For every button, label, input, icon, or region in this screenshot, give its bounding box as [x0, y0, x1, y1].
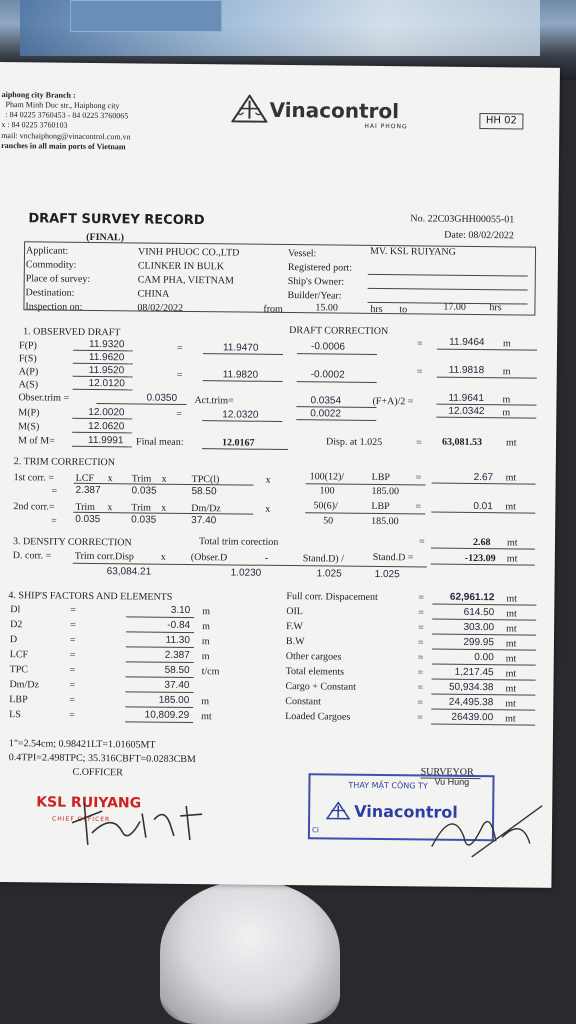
- factor-value: -0.84: [167, 619, 191, 632]
- s2-heading: 2. TRIM CORRECTION: [13, 456, 116, 469]
- stamp-logo-icon: [326, 801, 350, 824]
- factor-unit: m: [202, 606, 211, 618]
- obser-trim-label: Obser.trim =: [18, 392, 70, 404]
- element-value: 0.00: [474, 651, 494, 664]
- unit-m-1: m: [503, 338, 511, 350]
- factor-value: 185.00: [158, 694, 190, 707]
- branch-ports: ranches in all main ports of Vietnam: [1, 141, 126, 152]
- place-value: CAM PHA, VIETNAM: [137, 274, 234, 287]
- element-eq: =: [418, 622, 424, 634]
- element-key: F.W: [286, 621, 303, 633]
- element-value: 50,934.38: [448, 681, 494, 694]
- element-eq: =: [418, 592, 425, 604]
- element-key: Total elements: [285, 666, 345, 678]
- factor-key: Dm/Dz: [9, 679, 39, 691]
- ms-value: 12.0620: [88, 420, 125, 433]
- factor-eq: =: [69, 694, 76, 706]
- dmdz-label: Dm/Dz: [191, 503, 221, 515]
- builder-label: Builder/Year:: [287, 290, 342, 302]
- element-unit: mt: [506, 593, 518, 605]
- lbp-label-2: LBP: [371, 500, 390, 513]
- lbp-value-1: 185.00: [371, 485, 400, 498]
- x-1: x: [107, 473, 113, 485]
- applicant-value: VINH PHUOC CO.,LTD: [137, 246, 240, 259]
- result-2: 11.9818: [448, 364, 485, 377]
- x-3: x: [265, 474, 271, 486]
- document-subtitle: (FINAL): [86, 231, 125, 244]
- factor-unit: m: [201, 651, 210, 663]
- s1-heading: 1. OBSERVED DRAFT: [23, 326, 121, 339]
- factor-value: 11.30: [165, 634, 191, 647]
- fs-value: 11.9620: [88, 351, 125, 364]
- eq-5: =: [416, 366, 423, 378]
- element-value: 26439.00: [451, 711, 494, 724]
- stamp-ci: CI: [311, 826, 319, 835]
- m-of-m-value: 11.9991: [87, 434, 124, 447]
- second-corr-result: 0.01: [473, 500, 493, 513]
- factor-key: Dl: [10, 604, 21, 616]
- screen-tile: [70, 0, 222, 32]
- eq-8: =: [51, 485, 58, 497]
- element-key: B.W: [285, 636, 305, 648]
- disp-label: Disp. at 1.025: [325, 436, 383, 449]
- trim-corr-disp-label: Trim corr.Disp: [74, 550, 134, 563]
- factor-unit: m: [201, 696, 210, 708]
- factor-eq: =: [70, 604, 76, 616]
- x-2: x: [161, 473, 167, 485]
- factor-key: LBP: [9, 694, 28, 706]
- c1-lcf-value: 2.387: [75, 484, 101, 497]
- eq-11: =: [418, 536, 425, 548]
- factor-key: TPC: [9, 664, 29, 676]
- to-label: to: [399, 304, 408, 316]
- element-unit: mt: [505, 668, 517, 680]
- stand-d-value-1: 1.025: [316, 568, 342, 580]
- destination-value: CHINA: [137, 288, 170, 300]
- vessel-label: Vessel:: [287, 248, 317, 260]
- s3-heading: 3. DENSITY CORRECTION: [12, 536, 132, 549]
- frac1-bottom: 100: [319, 485, 335, 497]
- c1-trim-value: 0.035: [131, 485, 157, 497]
- c1-tpc-value: 58.50: [191, 486, 217, 498]
- x-6: x: [265, 503, 271, 515]
- element-value: 24,495.38: [448, 696, 494, 709]
- density-corr-result: -123.09: [464, 552, 496, 565]
- element-value: 303.00: [463, 621, 495, 634]
- c2-trim1-value: 0.035: [75, 513, 101, 526]
- eq-4: =: [417, 338, 423, 350]
- unit-m-4: m: [502, 407, 511, 419]
- draft-corr-1: -0.0006: [310, 341, 346, 353]
- obser-d-value: 1.0230: [230, 567, 262, 579]
- applicant-label: Applicant:: [25, 245, 69, 257]
- stand-d-label-1: Stand.D) /: [302, 553, 344, 565]
- first-corr-label: 1st corr. =: [13, 472, 55, 484]
- element-key: OIL: [286, 606, 303, 618]
- result-3: 11.9641: [448, 392, 484, 405]
- x-7: x: [160, 551, 166, 563]
- ap-value: 11.9520: [88, 364, 125, 377]
- stand-d-value-2: 1.025: [374, 568, 400, 581]
- mp-label: M(P): [18, 407, 40, 419]
- x-4: x: [107, 502, 113, 514]
- draft-correction-heading: DRAFT CORRECTION: [289, 325, 389, 338]
- element-value: 299.95: [463, 636, 495, 649]
- commodity-label: Commodity:: [25, 259, 77, 271]
- result-1: 11.9464: [449, 336, 485, 349]
- factor-key: LCF: [9, 649, 29, 661]
- ap-label: A(P): [18, 366, 39, 378]
- tpc-label: TPC(l): [191, 474, 220, 486]
- trim-label-1: Trim: [131, 473, 152, 485]
- d-corr-label: D. corr. =: [12, 550, 52, 562]
- vinacontrol-logo-text: Vinacontrol: [269, 97, 400, 124]
- factor-unit: m: [202, 621, 210, 633]
- branch-address: Pham Minh Duc str., Haiphong city: [5, 100, 120, 111]
- vinacontrol-logo-icon: [231, 94, 267, 122]
- m-of-m-label: M of M=: [17, 435, 55, 447]
- trim-corr-disp-value: 63,084.21: [106, 566, 152, 578]
- factor-value: 37.40: [164, 679, 190, 692]
- final-mean-label: Final mean:: [135, 436, 184, 448]
- element-key: Loaded Cargoes: [285, 711, 351, 723]
- total-trim-label: Total trim corection: [198, 536, 279, 548]
- record-number: No. 22C03GHH00055-01: [410, 213, 515, 226]
- trim-label-2: Trim: [75, 501, 96, 514]
- hrs-label-1: hrs: [370, 303, 383, 316]
- m-mean-value: 12.0320: [222, 409, 259, 421]
- frac1-top: 100(12)/: [309, 471, 345, 483]
- eq-2: =: [176, 369, 183, 381]
- surveyor-signature-icon: [412, 796, 553, 867]
- element-unit: mt: [505, 698, 516, 710]
- note-conversion-2: 0.4TPI=2.498TPC; 35.316CBFT=0.0283CBM: [8, 752, 196, 766]
- element-eq: =: [417, 667, 424, 679]
- hand-photo-area: [160, 880, 340, 1024]
- element-unit: mt: [506, 608, 517, 620]
- fa2-label: (F+A)/2 =: [372, 395, 414, 408]
- factor-eq: =: [69, 649, 76, 661]
- trim-label-3: Trim: [131, 502, 152, 514]
- factor-eq: =: [69, 709, 75, 721]
- element-unit: mt: [506, 623, 517, 635]
- eq-10: =: [51, 515, 57, 527]
- fs-label: F(S): [18, 353, 37, 365]
- draft-corr-4: 0.0022: [310, 408, 341, 420]
- minus-sign: -: [264, 552, 269, 564]
- vessel-value: MV. KSL RUIYANG: [369, 245, 456, 258]
- lbp-label-1: LBP: [371, 471, 391, 484]
- inspection-value: 08/02/2022: [137, 302, 184, 314]
- element-eq: =: [417, 697, 424, 709]
- factor-unit: m: [201, 636, 210, 648]
- element-unit: mt: [505, 683, 517, 695]
- factor-key: LS: [9, 709, 21, 721]
- draft-corr-2: -0.0002: [310, 369, 345, 381]
- mp-value: 12.0020: [88, 406, 125, 419]
- a-mean-value: 11.9820: [222, 369, 259, 381]
- inspection-label: Inspection on:: [25, 301, 83, 313]
- factor-value: 3.10: [170, 604, 191, 617]
- frac2-top: 50(6)/: [313, 500, 338, 512]
- element-key: Full corr. Dispacement: [286, 591, 378, 603]
- factor-unit: mt: [201, 711, 212, 723]
- f-mean-value: 11.9470: [222, 342, 259, 354]
- officer-signature-icon: [62, 793, 213, 855]
- ship-stamp-name: KSL RUIYANG: [36, 794, 142, 812]
- as-value: 12.0120: [88, 377, 125, 390]
- factor-eq: =: [69, 634, 76, 646]
- eq-7: =: [415, 472, 422, 484]
- factor-value: 10,809.29: [144, 709, 190, 722]
- to-hours: 17.00: [443, 301, 467, 313]
- surveyor-name: Vu Hung: [434, 776, 470, 787]
- x-5: x: [161, 502, 167, 514]
- ms-label: M(S): [18, 421, 40, 433]
- factor-value: 58.50: [164, 664, 190, 677]
- unit-m-3: m: [502, 394, 511, 406]
- branch-fax: x : 84 0225 3760103: [1, 120, 68, 130]
- note-conversion-1: 1"=2.54cm; 0.98421LT=1.01605MT: [8, 738, 156, 751]
- doc-code-box: HH 02: [479, 113, 523, 129]
- element-key: Constant: [285, 696, 321, 708]
- final-mean-value: 12.0167: [221, 437, 255, 449]
- fp-value: 11.9320: [88, 338, 125, 351]
- eq-3: =: [176, 408, 183, 420]
- factor-eq: =: [69, 664, 76, 676]
- eq-9: =: [415, 501, 422, 513]
- second-corr-label: 2nd corr.=: [13, 501, 55, 513]
- element-unit: mt: [505, 713, 516, 725]
- element-eq: =: [417, 652, 424, 664]
- hrs-label-2: hrs: [489, 302, 502, 314]
- ship-stamp-chief: CHIEF OFFICER: [52, 815, 111, 824]
- element-value: 614.50: [463, 606, 495, 619]
- element-key: Cargo + Constant: [285, 681, 356, 693]
- obser-d-label: (Obser.D: [190, 552, 228, 564]
- logo-sub: HAI PHONG: [364, 122, 408, 131]
- eq-1: =: [176, 342, 183, 354]
- unit-mt-2: mt: [505, 472, 517, 484]
- surveyor-label: SURVEYOR: [420, 766, 474, 778]
- c2-dmdz-value: 37.40: [191, 515, 217, 527]
- owner-label: Ship's Owner:: [287, 276, 345, 288]
- port-label: Registered port:: [287, 262, 353, 274]
- factor-value: 2.387: [164, 649, 190, 662]
- from-label: from: [263, 303, 283, 315]
- element-unit: mt: [505, 638, 517, 650]
- from-hours: 15.00: [315, 302, 338, 314]
- eq-6: =: [415, 437, 422, 449]
- lcf-label: LCF: [75, 472, 95, 485]
- element-eq: =: [417, 682, 424, 694]
- branch-tel: : 84 0225 3760453 - 84 0225 3760065: [5, 110, 129, 121]
- factor-key: D: [9, 634, 18, 646]
- draft-corr-3: 0.0354: [310, 395, 342, 407]
- first-corr-result: 2.67: [473, 471, 494, 484]
- act-trim-label: Act.trim=: [194, 395, 234, 407]
- factor-unit: t/cm: [201, 666, 220, 678]
- factor-eq: =: [70, 619, 76, 631]
- stamp-company-label: THAY MẶT CÔNG TY: [348, 780, 428, 791]
- element-key: Other cargoes: [285, 651, 342, 663]
- obser-trim-value: 0.0350: [146, 392, 178, 404]
- fp-label: F(P): [18, 340, 37, 352]
- commodity-value: CLINKER IN BULK: [137, 260, 225, 273]
- branch-mail: mail: vnchaiphong@vinacontrol.com.vn: [1, 131, 131, 142]
- unit-mt-1: mt: [505, 437, 517, 449]
- element-eq: =: [417, 637, 424, 649]
- element-eq: =: [418, 607, 424, 619]
- lbp-value-2: 185.00: [371, 515, 399, 528]
- unit-mt-5: mt: [506, 553, 518, 565]
- total-trim-value: 2.68: [472, 536, 491, 549]
- result-4: 12.0342: [448, 405, 485, 418]
- document-title: DRAFT SURVEY RECORD: [28, 211, 205, 229]
- frac2-bottom: 50: [323, 515, 334, 527]
- place-label: Place of survey:: [25, 273, 91, 285]
- unit-mt-3: mt: [505, 501, 516, 513]
- unit-m-2: m: [502, 366, 511, 378]
- draft-survey-document: [0, 62, 560, 888]
- as-label: A(S): [18, 379, 39, 391]
- record-date: Date: 08/02/2022: [444, 229, 514, 242]
- unit-mt-4: mt: [506, 537, 518, 549]
- stand-d-label-2: Stand.D =: [372, 551, 414, 564]
- element-eq: =: [417, 712, 423, 724]
- disp-value: 63,081.53: [441, 436, 483, 449]
- element-value: 1,217.45: [454, 666, 494, 679]
- factor-key: D2: [10, 619, 23, 631]
- element-value: 62,961.12: [449, 591, 495, 604]
- factor-eq: =: [69, 679, 76, 691]
- element-unit: mt: [505, 653, 517, 665]
- s4-heading: 4. SHIP'S FACTORS AND ELEMENTS: [8, 590, 173, 603]
- c-officer-label: C.OFFICER: [72, 766, 123, 779]
- stamp-vinacontrol: Vinacontrol: [354, 801, 458, 822]
- destination-label: Destination:: [25, 287, 75, 299]
- c2-trim2-value: 0.035: [131, 514, 157, 526]
- branch-title: aiphong city Branch :: [1, 90, 76, 100]
